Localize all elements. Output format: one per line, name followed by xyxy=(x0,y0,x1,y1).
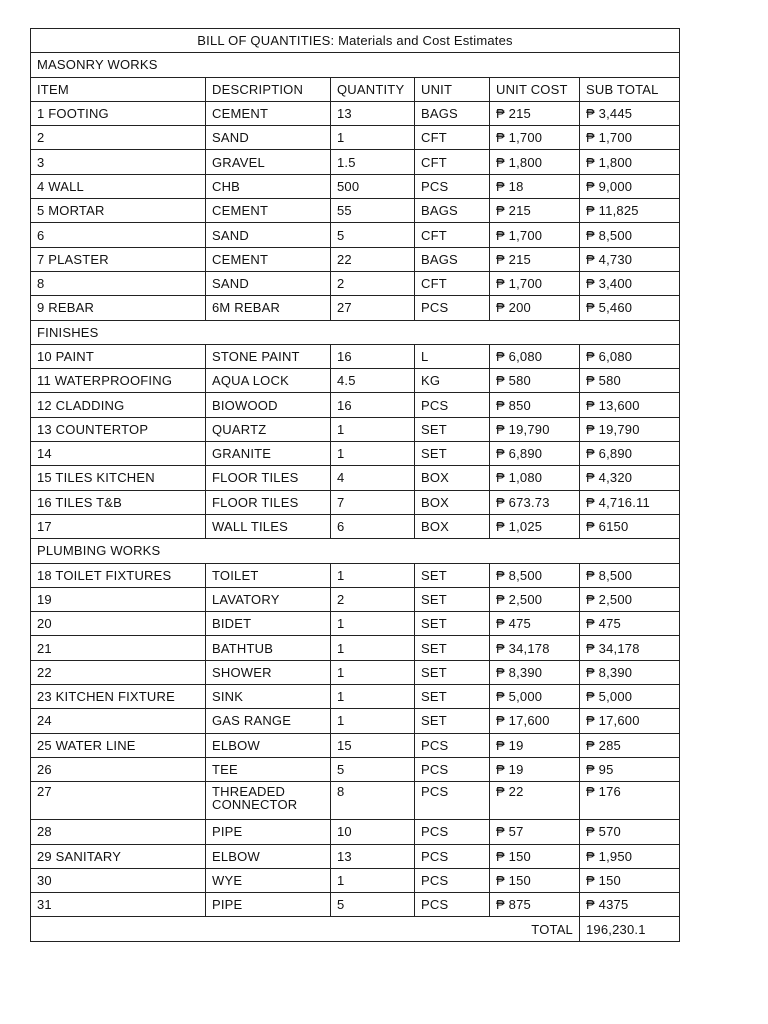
cell-description: SAND xyxy=(206,271,331,295)
cell-item: 26 xyxy=(31,757,206,781)
cell-unit-cost: ₱ 1,080 xyxy=(490,466,580,490)
cell-unit-cost: ₱ 475 xyxy=(490,612,580,636)
cell-sub-total: ₱ 3,445 xyxy=(580,101,680,125)
cell-quantity: 1 xyxy=(331,563,415,587)
cell-description: CEMENT xyxy=(206,101,331,125)
cell-quantity: 22 xyxy=(331,247,415,271)
cell-item: 6 xyxy=(31,223,206,247)
cell-item: 16 TILES T&B xyxy=(31,490,206,514)
cell-unit: CFT xyxy=(415,223,490,247)
cell-unit-cost: ₱ 34,178 xyxy=(490,636,580,660)
cell-unit: PCS xyxy=(415,868,490,892)
cell-unit: SET xyxy=(415,587,490,611)
cell-item: 2 xyxy=(31,126,206,150)
total-label: TOTAL xyxy=(31,917,580,941)
table-row xyxy=(31,820,680,844)
cell-description: BIOWOOD xyxy=(206,393,331,417)
cell-quantity: 1.5 xyxy=(331,150,415,174)
cell-sub-total: ₱ 9,000 xyxy=(580,174,680,198)
cell-description: FLOOR TILES xyxy=(206,490,331,514)
cell-quantity: 1 xyxy=(331,685,415,709)
cell-unit-cost: ₱ 8,390 xyxy=(490,660,580,684)
cell-item: 29 SANITARY xyxy=(31,844,206,868)
table-row xyxy=(31,174,680,198)
cell-quantity: 5 xyxy=(331,223,415,247)
cell-unit-cost: ₱ 850 xyxy=(490,393,580,417)
cell-quantity: 1 xyxy=(331,636,415,660)
cell-description: CEMENT xyxy=(206,247,331,271)
cell-unit-cost: ₱ 19 xyxy=(490,757,580,781)
cell-quantity: 500 xyxy=(331,174,415,198)
cell-item: 13 COUNTERTOP xyxy=(31,417,206,441)
cell-unit-cost: ₱ 1,800 xyxy=(490,150,580,174)
cell-unit-cost: ₱ 580 xyxy=(490,369,580,393)
cell-unit: BOX xyxy=(415,514,490,538)
cell-unit: PCS xyxy=(415,893,490,917)
cell-item: 8 xyxy=(31,271,206,295)
cell-description: SHOWER xyxy=(206,660,331,684)
section-title: FINISHES xyxy=(31,320,680,344)
cell-quantity: 6 xyxy=(331,514,415,538)
cell-unit: CFT xyxy=(415,271,490,295)
cell-quantity: 13 xyxy=(331,844,415,868)
cell-unit: CFT xyxy=(415,150,490,174)
cell-item: 18 TOILET FIXTURES xyxy=(31,563,206,587)
cell-item: 12 CLADDING xyxy=(31,393,206,417)
cell-quantity: 1 xyxy=(331,612,415,636)
cell-sub-total: ₱ 8,500 xyxy=(580,223,680,247)
cell-unit: SET xyxy=(415,685,490,709)
table-row xyxy=(31,782,680,820)
table-row xyxy=(31,101,680,125)
cell-unit-cost: ₱ 18 xyxy=(490,174,580,198)
cell-unit-cost: ₱ 19,790 xyxy=(490,417,580,441)
cell-sub-total: ₱ 11,825 xyxy=(580,199,680,223)
table-row xyxy=(31,369,680,393)
cell-item: 28 xyxy=(31,820,206,844)
cell-sub-total: ₱ 2,500 xyxy=(580,587,680,611)
cell-description: GRANITE xyxy=(206,442,331,466)
cell-quantity: 5 xyxy=(331,757,415,781)
cell-description: QUARTZ xyxy=(206,417,331,441)
cell-unit-cost: ₱ 150 xyxy=(490,844,580,868)
cell-unit: SET xyxy=(415,709,490,733)
cell-item: 25 WATER LINE xyxy=(31,733,206,757)
cell-unit: SET xyxy=(415,612,490,636)
cell-item: 4 WALL xyxy=(31,174,206,198)
cell-unit-cost: ₱ 1,700 xyxy=(490,223,580,247)
table-row xyxy=(31,417,680,441)
table-title: BILL OF QUANTITIES: Materials and Cost Estimates xyxy=(31,29,680,53)
cell-sub-total: ₱ 1,700 xyxy=(580,126,680,150)
cell-sub-total: ₱ 150 xyxy=(580,868,680,892)
cell-quantity: 1 xyxy=(331,709,415,733)
cell-unit: SET xyxy=(415,660,490,684)
cell-quantity: 5 xyxy=(331,893,415,917)
cell-item: 19 xyxy=(31,587,206,611)
cell-unit-cost: ₱ 150 xyxy=(490,868,580,892)
cell-item: 9 REBAR xyxy=(31,296,206,320)
cell-unit-cost: ₱ 673.73 xyxy=(490,490,580,514)
cell-description: WALL TILES xyxy=(206,514,331,538)
cell-description: FLOOR TILES xyxy=(206,466,331,490)
cell-unit-cost: ₱ 875 xyxy=(490,893,580,917)
table-row xyxy=(31,868,680,892)
cell-item: 5 MORTAR xyxy=(31,199,206,223)
cell-item: 23 KITCHEN FIXTURE xyxy=(31,685,206,709)
cell-unit-cost: ₱ 215 xyxy=(490,199,580,223)
cell-unit: PCS xyxy=(415,820,490,844)
cell-sub-total: ₱ 8,390 xyxy=(580,660,680,684)
title-row xyxy=(31,29,680,53)
total-value: 196,230.1 xyxy=(580,917,680,941)
cell-unit-cost: ₱ 1,700 xyxy=(490,271,580,295)
cell-item: 22 xyxy=(31,660,206,684)
cell-sub-total: ₱ 4,730 xyxy=(580,247,680,271)
table-row xyxy=(31,587,680,611)
table-row xyxy=(31,126,680,150)
cell-item: 31 xyxy=(31,893,206,917)
table-row xyxy=(31,709,680,733)
cell-unit: PCS xyxy=(415,296,490,320)
cell-item: 15 TILES KITCHEN xyxy=(31,466,206,490)
cell-unit: PCS xyxy=(415,782,490,820)
cell-unit-cost: ₱ 1,700 xyxy=(490,126,580,150)
cell-unit: PCS xyxy=(415,844,490,868)
column-header-unit: UNIT xyxy=(415,77,490,101)
cell-quantity: 1 xyxy=(331,126,415,150)
cell-unit-cost: ₱ 6,890 xyxy=(490,442,580,466)
cell-item: 1 FOOTING xyxy=(31,101,206,125)
column-header-unit-cost: UNIT COST xyxy=(490,77,580,101)
cell-description: TEE xyxy=(206,757,331,781)
cell-sub-total: ₱ 475 xyxy=(580,612,680,636)
cell-unit: L xyxy=(415,344,490,368)
cell-description: BIDET xyxy=(206,612,331,636)
cell-quantity: 10 xyxy=(331,820,415,844)
cell-quantity: 27 xyxy=(331,296,415,320)
bill-of-quantities-table xyxy=(30,28,680,942)
cell-item: 30 xyxy=(31,868,206,892)
table-row xyxy=(31,150,680,174)
cell-sub-total: ₱ 6,080 xyxy=(580,344,680,368)
column-header-description: DESCRIPTION xyxy=(206,77,331,101)
cell-unit: SET xyxy=(415,417,490,441)
cell-unit: KG xyxy=(415,369,490,393)
table-row xyxy=(31,685,680,709)
cell-quantity: 7 xyxy=(331,490,415,514)
cell-quantity: 55 xyxy=(331,199,415,223)
cell-item: 20 xyxy=(31,612,206,636)
cell-unit: BOX xyxy=(415,466,490,490)
cell-sub-total: ₱ 34,178 xyxy=(580,636,680,660)
cell-unit: PCS xyxy=(415,757,490,781)
cell-description: LAVATORY xyxy=(206,587,331,611)
cell-unit-cost: ₱ 1,025 xyxy=(490,514,580,538)
cell-unit-cost: ₱ 8,500 xyxy=(490,563,580,587)
cell-sub-total: ₱ 13,600 xyxy=(580,393,680,417)
cell-item: 14 xyxy=(31,442,206,466)
cell-quantity: 1 xyxy=(331,660,415,684)
table-row xyxy=(31,514,680,538)
table-row xyxy=(31,612,680,636)
cell-sub-total: ₱ 1,950 xyxy=(580,844,680,868)
cell-unit: SET xyxy=(415,563,490,587)
cell-sub-total: ₱ 580 xyxy=(580,369,680,393)
cell-sub-total: ₱ 6150 xyxy=(580,514,680,538)
table-row xyxy=(31,893,680,917)
cell-description: SINK xyxy=(206,685,331,709)
table-row xyxy=(31,660,680,684)
section-title: PLUMBING WORKS xyxy=(31,539,680,563)
cell-sub-total: ₱ 8,500 xyxy=(580,563,680,587)
cell-sub-total: ₱ 19,790 xyxy=(580,417,680,441)
cell-unit: PCS xyxy=(415,393,490,417)
section-title: MASONRY WORKS xyxy=(31,53,680,77)
cell-sub-total: ₱ 570 xyxy=(580,820,680,844)
cell-item: 10 PAINT xyxy=(31,344,206,368)
cell-item: 3 xyxy=(31,150,206,174)
cell-quantity: 2 xyxy=(331,587,415,611)
column-header-row xyxy=(31,77,680,101)
cell-unit-cost: ₱ 5,000 xyxy=(490,685,580,709)
table-row xyxy=(31,563,680,587)
cell-sub-total: ₱ 4375 xyxy=(580,893,680,917)
cell-description: PIPE xyxy=(206,893,331,917)
cell-item: 21 xyxy=(31,636,206,660)
cell-quantity: 13 xyxy=(331,101,415,125)
cell-unit-cost: ₱ 57 xyxy=(490,820,580,844)
cell-quantity: 4.5 xyxy=(331,369,415,393)
column-header-item: ITEM xyxy=(31,77,206,101)
cell-unit-cost: ₱ 200 xyxy=(490,296,580,320)
cell-unit: SET xyxy=(415,442,490,466)
cell-description: CHB xyxy=(206,174,331,198)
table-row xyxy=(31,490,680,514)
cell-description: TOILET xyxy=(206,563,331,587)
cell-sub-total: ₱ 285 xyxy=(580,733,680,757)
cell-quantity: 1 xyxy=(331,442,415,466)
cell-item: 27 xyxy=(31,782,206,820)
cell-description: SAND xyxy=(206,223,331,247)
cell-description: CEMENT xyxy=(206,199,331,223)
cell-unit: BAGS xyxy=(415,247,490,271)
table-row xyxy=(31,223,680,247)
cell-unit-cost: ₱ 215 xyxy=(490,101,580,125)
cell-sub-total: ₱ 4,320 xyxy=(580,466,680,490)
cell-unit-cost: ₱ 22 xyxy=(490,782,580,820)
total-row xyxy=(31,917,680,941)
column-header-sub-total: SUB TOTAL xyxy=(580,77,680,101)
cell-sub-total: ₱ 95 xyxy=(580,757,680,781)
cell-description: STONE PAINT xyxy=(206,344,331,368)
cell-unit-cost: ₱ 2,500 xyxy=(490,587,580,611)
cell-quantity: 15 xyxy=(331,733,415,757)
table-row xyxy=(31,271,680,295)
cell-description: THREADED CONNECTOR xyxy=(206,782,331,820)
section-header-row xyxy=(31,53,680,77)
cell-item: 17 xyxy=(31,514,206,538)
section-header-row xyxy=(31,539,680,563)
column-header-quantity: QUANTITY xyxy=(331,77,415,101)
cell-description: ELBOW xyxy=(206,733,331,757)
table-row xyxy=(31,636,680,660)
cell-unit: CFT xyxy=(415,126,490,150)
cell-description: AQUA LOCK xyxy=(206,369,331,393)
cell-sub-total: ₱ 3,400 xyxy=(580,271,680,295)
cell-sub-total: ₱ 176 xyxy=(580,782,680,820)
table-row xyxy=(31,757,680,781)
cell-item: 7 PLASTER xyxy=(31,247,206,271)
cell-sub-total: ₱ 1,800 xyxy=(580,150,680,174)
cell-unit-cost: ₱ 19 xyxy=(490,733,580,757)
cell-item: 24 xyxy=(31,709,206,733)
cell-unit: SET xyxy=(415,636,490,660)
cell-quantity: 2 xyxy=(331,271,415,295)
cell-quantity: 1 xyxy=(331,868,415,892)
cell-unit: BAGS xyxy=(415,199,490,223)
table-row xyxy=(31,296,680,320)
cell-quantity: 16 xyxy=(331,344,415,368)
section-header-row xyxy=(31,320,680,344)
cell-quantity: 16 xyxy=(331,393,415,417)
table-body xyxy=(31,29,680,942)
cell-quantity: 8 xyxy=(331,782,415,820)
cell-quantity: 1 xyxy=(331,417,415,441)
cell-sub-total: ₱ 5,460 xyxy=(580,296,680,320)
cell-unit-cost: ₱ 215 xyxy=(490,247,580,271)
cell-unit: BAGS xyxy=(415,101,490,125)
table-row xyxy=(31,393,680,417)
cell-sub-total: ₱ 6,890 xyxy=(580,442,680,466)
cell-description: WYE xyxy=(206,868,331,892)
cell-unit: PCS xyxy=(415,733,490,757)
cell-unit: PCS xyxy=(415,174,490,198)
cell-description: 6M REBAR xyxy=(206,296,331,320)
cell-unit: BOX xyxy=(415,490,490,514)
cell-unit-cost: ₱ 6,080 xyxy=(490,344,580,368)
cell-description: SAND xyxy=(206,126,331,150)
table-row xyxy=(31,466,680,490)
cell-description: GRAVEL xyxy=(206,150,331,174)
cell-item: 11 WATERPROOFING xyxy=(31,369,206,393)
table-row xyxy=(31,344,680,368)
cell-unit-cost: ₱ 17,600 xyxy=(490,709,580,733)
table-row xyxy=(31,199,680,223)
cell-description: BATHTUB xyxy=(206,636,331,660)
table-row xyxy=(31,733,680,757)
cell-description: GAS RANGE xyxy=(206,709,331,733)
cell-sub-total: ₱ 5,000 xyxy=(580,685,680,709)
cell-description: ELBOW xyxy=(206,844,331,868)
cell-sub-total: ₱ 17,600 xyxy=(580,709,680,733)
table-row xyxy=(31,844,680,868)
cell-description: PIPE xyxy=(206,820,331,844)
table-row xyxy=(31,442,680,466)
cell-sub-total: ₱ 4,716.11 xyxy=(580,490,680,514)
cell-quantity: 4 xyxy=(331,466,415,490)
table-row xyxy=(31,247,680,271)
